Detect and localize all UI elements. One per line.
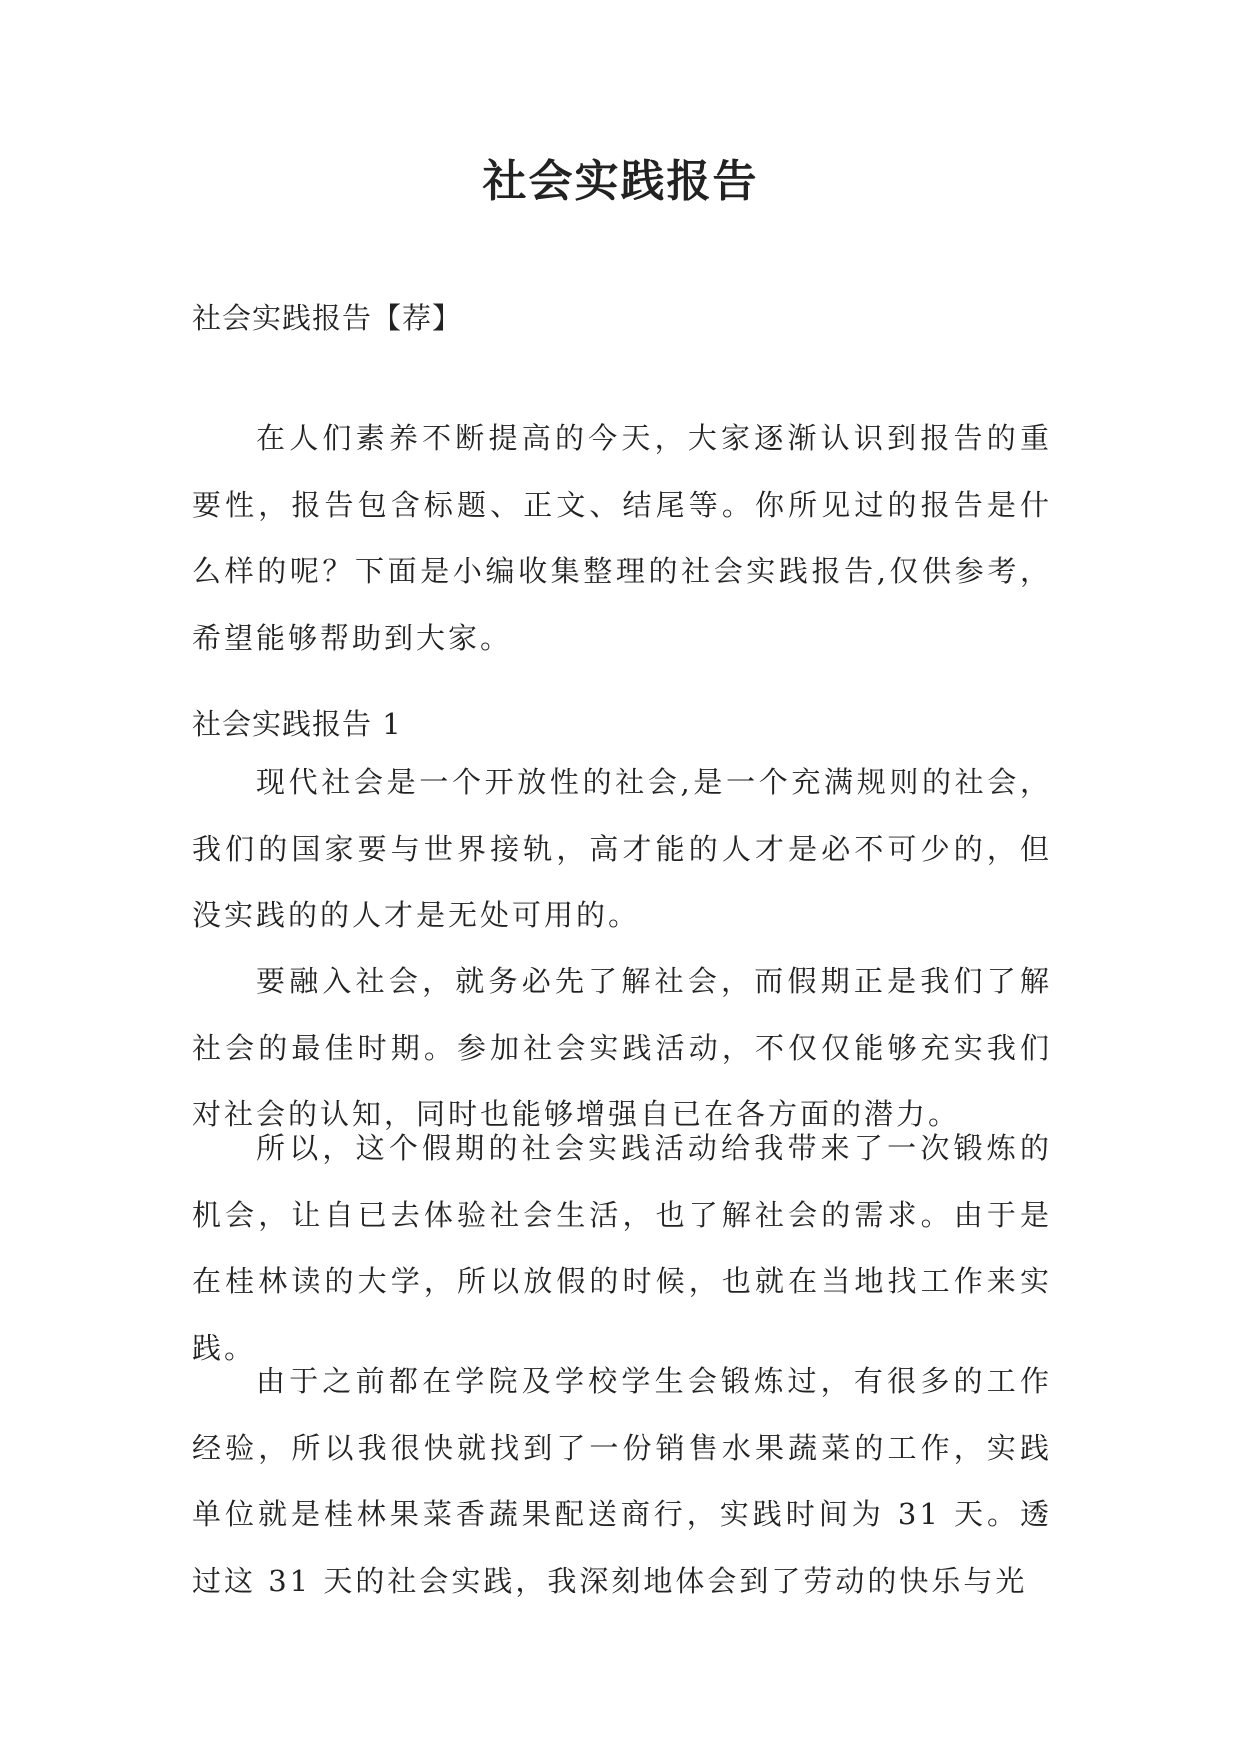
document-title: 社会实践报告 (482, 156, 759, 207)
section-heading: 社会实践报告 1 (192, 707, 402, 741)
intro-paragraph: 在人们素养不断提高的今天，大家逐渐认识到报告的重要性，报告包含标题、正文、结尾等。你所见过的报告是什么样的呢？下面是小编收集整理的社会实践报告,仅供参考，希望能够帮助到大家。 (192, 421, 1052, 655)
document-subtitle: 社会实践报告【荐】 (192, 301, 463, 335)
body-paragraph-3: 所以，这个假期的社会实践活动给我带来了一次锻炼的机会，让自已去体验社会生活，也了解社会的需求。由于是在桂林读的大学，所以放假的时候，也就在当地找工作来实践。 (192, 1131, 1052, 1365)
body-paragraph-2: 要融入社会，就务必先了解社会，而假期正是我们了解社会的最佳时期。参加社会实践活动，不仅仅能够充实我们对社会的认知，同时也能够增强自已在各方面的潜力。 (192, 964, 1052, 1131)
body-paragraph-1: 现代社会是一个开放性的社会,是一个充满规则的社会，我们的国家要与世界接轨，高才能的人才是必不可少的，但没实践的的人才是无处可用的。 (192, 765, 1052, 932)
body-paragraph-4: 由于之前都在学院及学校学生会锻炼过，有很多的工作经验，所以我很快就找到了一份销售水果蔬菜的工作，实践单位就是桂林果菜香蔬果配送商行，实践时间为 31 天。透过这 31 天的社会实践，我深刻地体会到了劳动的快乐与光 (192, 1364, 1052, 1598)
